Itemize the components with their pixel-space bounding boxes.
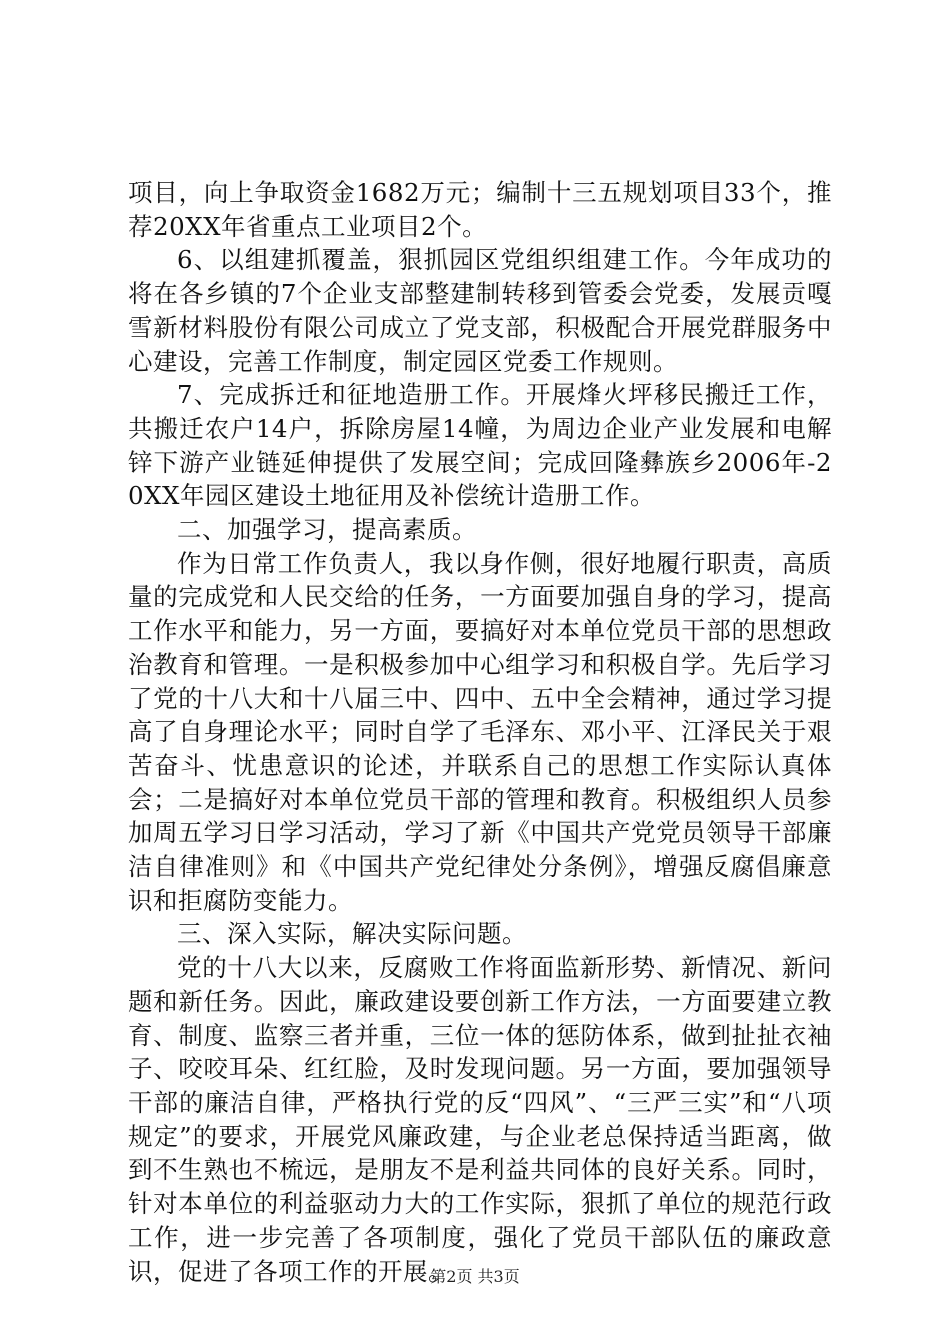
paragraph-4: 作为日常工作负责人，我以身作侧，很好地履行职责，高质量的完成党和人民交给的任务，一方面要加强自身的学习，提高工作水平和能力，另一方面，要搞好对本单位党员干部的思想政治教育和管理。一是积极参加中心组学习和积极自学。先后学习了党的十八大和十八届三中、四中、五中全会精神，通过学习提高了自身理论水平；同时自学了毛泽东、邓小平、江泽民关于艰苦奋斗、忧患意识的论述，并联系自己的思想工作实际认真体会；二是搞好对本单位党员干部的管理和教育。积极组织人员参加周五学习日学习活动，学习了新《中国共产党党员领导干部廉洁自律准则》和《中国共产党纪律处分条例》，增强反腐倡廉意识和拒腐防变能力。 [128, 548, 832, 915]
section-heading-2: 二、加强学习，提高素质。 [177, 515, 477, 545]
paragraph-1: 项目，向上争取资金1682万元；编制十三五规划项目33个，推荐20XX年省重点工业项目2个。 [128, 178, 832, 241]
paragraph-2: 6、以组建抓覆盖，狠抓园区党组织组建工作。今年成功的将在各乡镇的7个企业支部整建制转移到管委会党委，发展贡嘎雪新材料股份有限公司成立了党支部，积极配合开展党群服务中心建设，完善工作制度，制定园区党委工作规则。 [128, 245, 832, 376]
section-heading-3: 三、深入实际，解决实际问题。 [177, 919, 527, 949]
paragraph-3: 7、完成拆迁和征地造册工作。开展烽火坪移民搬迁工作，共搬迁农户14户，拆除房屋14幢，为周边企业产业发展和电解锌下游产业链延伸提供了发展空间；完成回隆彝族乡2006年-20XX年园区建设土地征用及补偿统计造册工作。 [128, 380, 832, 511]
page-number-footer: 第2页 共3页 [430, 1267, 520, 1286]
paragraph-5: 党的十八大以来，反腐败工作将面监新形势、新情况、新问题和新任务。因此，廉政建设要创新工作方法，一方面要建立教育、制度、监察三者并重，三位一体的惩防体系，做到扯扯衣袖子、咬咬耳朵、红红脸，及时发现问题。另一方面，要加强领导干部的廉洁自律，严格执行党的反“四风”、“三严三实”和“八项规定”的要求，开展党风廉政建，与企业老总保持适当距离，做到不生熟也不梳远，是朋友不是利益共同体的良好关系。同时，针对本单位的利益驱动力大的工作实际，狠抓了单位的规范行政工作，进一步完善了各项制度，强化了党员干部队伍的廉政意识，促进了各项工作的开展。 [128, 953, 832, 1286]
document-body [128, 176, 832, 1288]
